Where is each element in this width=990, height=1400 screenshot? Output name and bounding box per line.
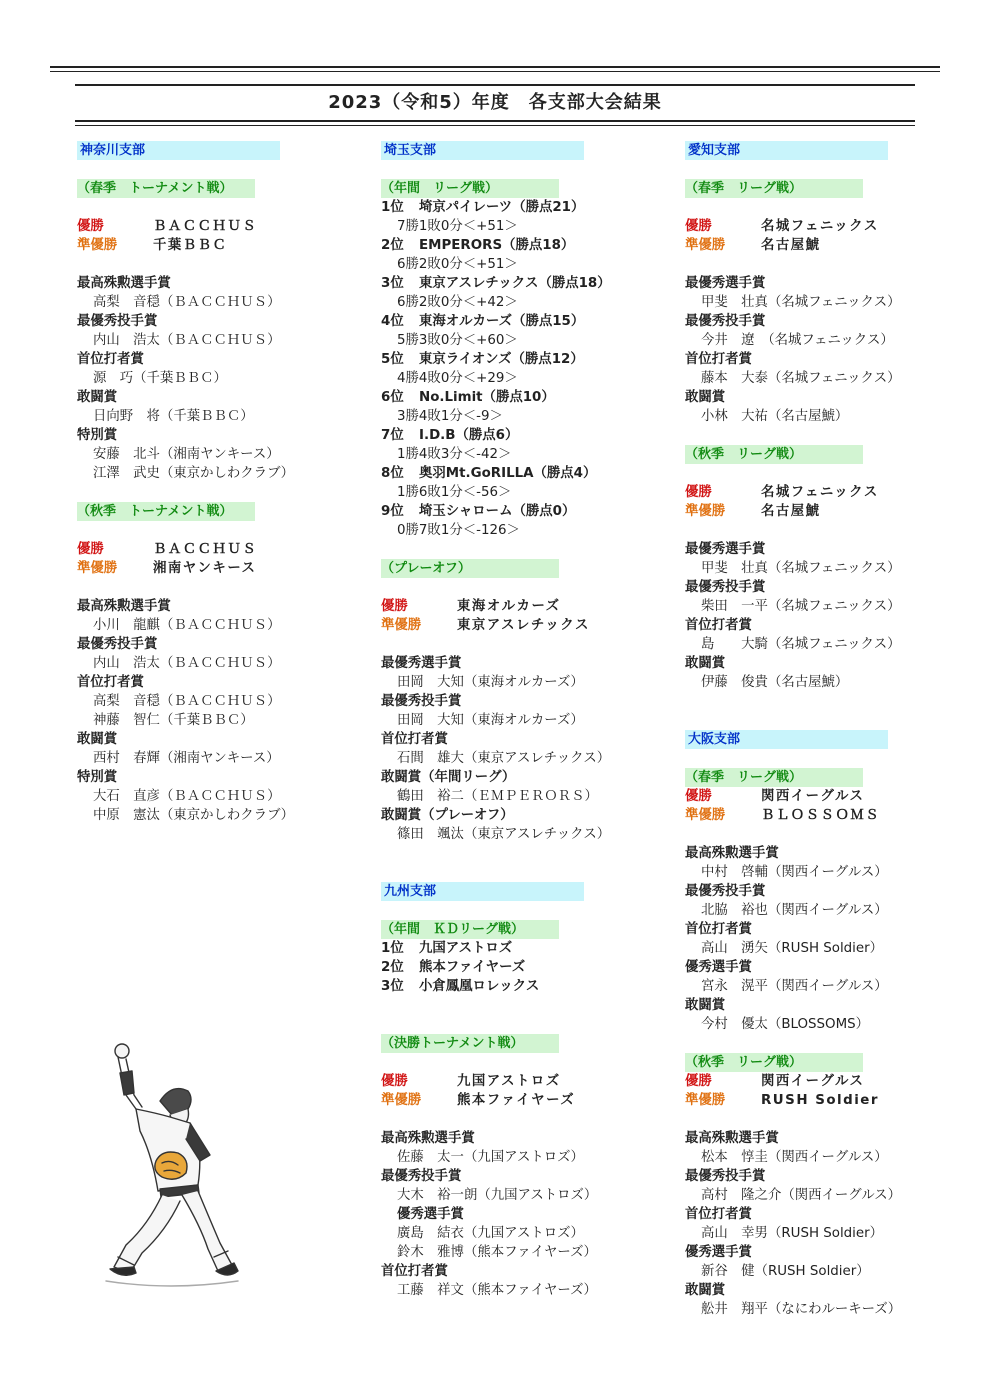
runnerup-row: 準優勝 名古屋鯱 [685, 504, 821, 519]
winner-row: 優勝 東海オルカーズ [381, 599, 561, 614]
award-recipient: 甲斐 壮真（名城フェニックス） [701, 295, 901, 310]
award-recipient: 高山 湧矢（RUSH Soldier） [701, 941, 884, 956]
branch-heading-kyushu: 九州支部 [381, 882, 584, 901]
award-title: 敢闘賞 [685, 656, 726, 671]
award-title: 最優秀投手賞 [685, 884, 766, 899]
award-title: 敢闘賞 [77, 390, 118, 405]
award-title: 首位打者賞 [685, 618, 752, 633]
award-title: 特別賞 [77, 770, 118, 785]
award-title: 敢闘賞 [77, 732, 118, 747]
award-recipient: 高梨 音穏（ＢＡＣＣＨＵＳ） [93, 295, 281, 310]
standing-row: 6位 No.Limit（勝点10） [381, 390, 555, 405]
award-recipient: 舩井 翔平（なにわルーキーズ） [701, 1302, 902, 1317]
award-recipient: 内山 浩太（ＢＡＣＣＨＵＳ） [93, 333, 281, 348]
standing-row: 7位 I.D.B（勝点6） [381, 428, 519, 443]
award-title: 最高殊勲選手賞 [77, 276, 171, 291]
award-recipient: 北脇 裕也（関西イーグルス） [701, 903, 888, 918]
award-title: 最優秀投手賞 [381, 694, 462, 709]
standing-row: 8位 奥羽Mt.GoRILLA（勝点4） [381, 466, 597, 481]
award-recipient: 西村 春輝（湘南ヤンキース） [93, 751, 280, 766]
award-recipient: 江澤 武史（東京かしわクラブ） [93, 466, 294, 481]
award-recipient: 今村 優太（BLOSSOMS） [701, 1017, 870, 1032]
top-rule [50, 66, 940, 68]
award-title: 最優秀投手賞 [685, 1169, 766, 1184]
award-recipient: 甲斐 壮真（名城フェニックス） [701, 561, 901, 576]
award-title: 最高殊勲選手賞 [77, 599, 171, 614]
runnerup-row: 準優勝 熊本ファイヤーズ [381, 1093, 576, 1108]
award-recipient: 高村 隆之介（関西イーグルス） [701, 1188, 902, 1203]
award-title: 敢闘賞 [685, 390, 726, 405]
column-kanagawa [77, 141, 367, 825]
award-title: 首位打者賞 [77, 352, 144, 367]
standing-row: 4位 東海オルカーズ（勝点15） [381, 314, 585, 329]
section-heading: （年間 ＫＤリーグ戦） [381, 920, 559, 939]
section-heading: （秋季 リーグ戦） [685, 1053, 863, 1072]
award-recipient: 鶴田 裕二（ＥＭＰＥＲＯＲＳ） [397, 789, 598, 804]
winner-row: 優勝 関西イーグルス [685, 789, 865, 804]
branch-heading-aichi: 愛知支部 [685, 141, 888, 160]
runnerup-row: 準優勝 名古屋鯱 [685, 238, 821, 253]
award-recipient: 田岡 大知（東海オルカーズ） [397, 675, 584, 690]
award-recipient: 高梨 音穏（ＢＡＣＣＨＵＳ） [93, 694, 281, 709]
runnerup-row: 準優勝 千葉ＢＢＣ [77, 238, 228, 253]
award-recipient: 佐藤 太一（九国アストロズ） [397, 1150, 584, 1165]
award-title: 首位打者賞 [381, 732, 448, 747]
standing-row: 1位 埼京パイレーツ（勝点21） [381, 200, 585, 215]
award-recipient: 宮永 滉平（関西イーグルス） [701, 979, 888, 994]
standing-record: 6勝2敗0分＜+42＞ [397, 295, 518, 310]
award-title: 優秀選手賞 [685, 960, 752, 975]
runnerup-row: 準優勝 東京アスレチックス [381, 618, 590, 633]
page-title: 2023（令和5）年度 各支部大会結果 [328, 92, 662, 113]
standing-row: 1位 九国アストロズ [381, 941, 513, 956]
award-recipient: 工藤 祥文（熊本ファイヤーズ） [397, 1283, 597, 1298]
winner-row: 優勝 関西イーグルス [685, 1074, 865, 1089]
award-title: 最優秀選手賞 [685, 542, 766, 557]
section-heading: （プレーオフ） [381, 559, 559, 578]
award-recipient: 神藤 智仁（千葉ＢＢＣ） [93, 713, 254, 728]
award-recipient: 中原 憲汰（東京かしわクラブ） [93, 808, 294, 823]
winner-row: 優勝 名城フェニックス [685, 485, 879, 500]
standing-record: 5勝3敗0分＜+60＞ [397, 333, 518, 348]
standing-record: 0勝7敗1分＜-126＞ [397, 523, 520, 538]
award-recipient: 中村 啓輔（関西イーグルス） [701, 865, 888, 880]
section-heading: （春季 トーナメント戦） [77, 179, 255, 198]
award-recipient: 小林 大祐（名古屋鯱） [701, 409, 849, 424]
award-title: 最高殊勲選手賞 [685, 846, 779, 861]
award-recipient: 源 巧（千葉ＢＢＣ） [93, 371, 227, 386]
award-recipient: 安藤 北斗（湘南ヤンキース） [93, 447, 280, 462]
winner-row: 優勝 九国アストロズ [381, 1074, 561, 1089]
award-title: 敢闘賞（年間リーグ） [381, 770, 516, 785]
branch-heading-kanagawa: 神奈川支部 [77, 141, 280, 160]
award-recipient: 島 大騎（名城フェニックス） [701, 637, 901, 652]
award-recipient: 内山 浩太（ＢＡＣＣＨＵＳ） [93, 656, 281, 671]
award-title: 最優秀投手賞 [685, 314, 766, 329]
award-title: 首位打者賞 [685, 352, 752, 367]
award-title: 最高殊勲選手賞 [685, 1131, 779, 1146]
award-recipient: 柴田 一平（名城フェニックス） [701, 599, 901, 614]
award-title: 敢闘賞 [685, 1283, 726, 1298]
title-rule-top [75, 84, 915, 86]
column-saitama-kyushu [381, 141, 671, 1300]
award-recipient: 藤本 大泰（名城フェニックス） [701, 371, 901, 386]
award-recipient: 伊藤 俊貴（名古屋鯱） [701, 675, 849, 690]
standing-row: 2位 EMPERORS（勝点18） [381, 238, 575, 253]
standing-record: 1勝4敗3分＜-42＞ [397, 447, 512, 462]
award-recipient: 廣島 結衣（九国アストロズ） [397, 1226, 584, 1241]
branch-heading-osaka: 大阪支部 [685, 730, 888, 749]
runnerup-row: 準優勝 湘南ヤンキース [77, 561, 257, 576]
top-rule-thin [50, 71, 940, 72]
award-title: 敢闘賞 [685, 998, 726, 1013]
winner-row: 優勝 ＢＡＣＣＨＵＳ [77, 219, 258, 234]
award-title: 最優秀投手賞 [77, 637, 158, 652]
award-recipient: 鈴木 雅博（熊本ファイヤーズ） [397, 1245, 597, 1260]
award-title: 最高殊勲選手賞 [381, 1131, 475, 1146]
column-aichi-osaka [685, 141, 975, 1319]
award-title: 首位打者賞 [77, 675, 144, 690]
award-title: 首位打者賞 [685, 1207, 752, 1222]
standing-record: 7勝1敗0分＜+51＞ [397, 219, 518, 234]
award-title: 最優秀投手賞 [685, 580, 766, 595]
baseball-pitcher-illustration [100, 1035, 240, 1295]
standing-row: 9位 埼玉シャローム（勝点0） [381, 504, 576, 519]
award-title: 最優秀投手賞 [381, 1169, 462, 1184]
award-recipient: 小川 龍麒（ＢＡＣＣＨＵＳ） [93, 618, 281, 633]
runnerup-row: 準優勝 ＢＬＯＳＳＯＭＳ [685, 808, 881, 823]
award-recipient: 松本 惇圭（関西イーグルス） [701, 1150, 888, 1165]
award-title: 優秀選手賞 [685, 1245, 752, 1260]
standing-record: 4勝4敗0分＜+29＞ [397, 371, 518, 386]
standing-record: 3勝4敗1分＜-9＞ [397, 409, 503, 424]
award-recipient: 今井 遼 （名城フェニックス） [701, 333, 894, 348]
runnerup-row: 準優勝 RUSH Soldier [685, 1093, 879, 1108]
award-recipient: 新谷 健（RUSH Soldier） [701, 1264, 870, 1279]
award-title: 優秀選手賞 [397, 1207, 464, 1222]
award-recipient: 大木 裕一朗（九国アストロズ） [397, 1188, 598, 1203]
standing-row: 2位 熊本ファイヤーズ [381, 960, 526, 975]
section-heading: （秋季 トーナメント戦） [77, 502, 255, 521]
award-title: 首位打者賞 [381, 1264, 448, 1279]
section-heading: （春季 リーグ戦） [685, 768, 863, 787]
winner-row: 優勝 ＢＡＣＣＨＵＳ [77, 542, 258, 557]
award-recipient: 大石 直彦（ＢＡＣＣＨＵＳ） [93, 789, 281, 804]
winner-row: 優勝 名城フェニックス [685, 219, 879, 234]
branch-heading-saitama: 埼玉支部 [381, 141, 584, 160]
section-heading: （年間 リーグ戦） [381, 179, 559, 198]
standing-row: 3位 小倉鳳凰ロレックス [381, 979, 540, 994]
standing-record: 1勝6敗1分＜-56＞ [397, 485, 512, 500]
award-recipient: 日向野 将（千葉ＢＢＣ） [93, 409, 254, 424]
standing-row: 3位 東京アスレチックス（勝点18） [381, 276, 611, 291]
award-title: 首位打者賞 [685, 922, 752, 937]
award-recipient: 田岡 大知（東海オルカーズ） [397, 713, 584, 728]
title-rule-bottom-thin [75, 125, 915, 126]
award-title: 最優秀選手賞 [685, 276, 766, 291]
award-title: 最優秀投手賞 [77, 314, 158, 329]
award-recipient: 石間 雄大（東京アスレチックス） [397, 751, 611, 766]
award-title: 敢闘賞（プレーオフ） [381, 808, 514, 823]
standing-record: 6勝2敗0分＜+51＞ [397, 257, 518, 272]
section-heading: （秋季 リーグ戦） [685, 445, 863, 464]
title-rule-bottom [75, 120, 915, 122]
section-heading: （春季 リーグ戦） [685, 179, 863, 198]
award-title: 特別賞 [77, 428, 118, 443]
award-recipient: 篠田 颯汰（東京アスレチックス） [397, 827, 611, 842]
award-recipient: 高山 幸男（RUSH Soldier） [701, 1226, 884, 1241]
section-heading: （決勝トーナメント戦） [381, 1034, 559, 1053]
award-title: 最優秀選手賞 [381, 656, 462, 671]
standing-row: 5位 東京ライオンズ（勝点12） [381, 352, 584, 367]
